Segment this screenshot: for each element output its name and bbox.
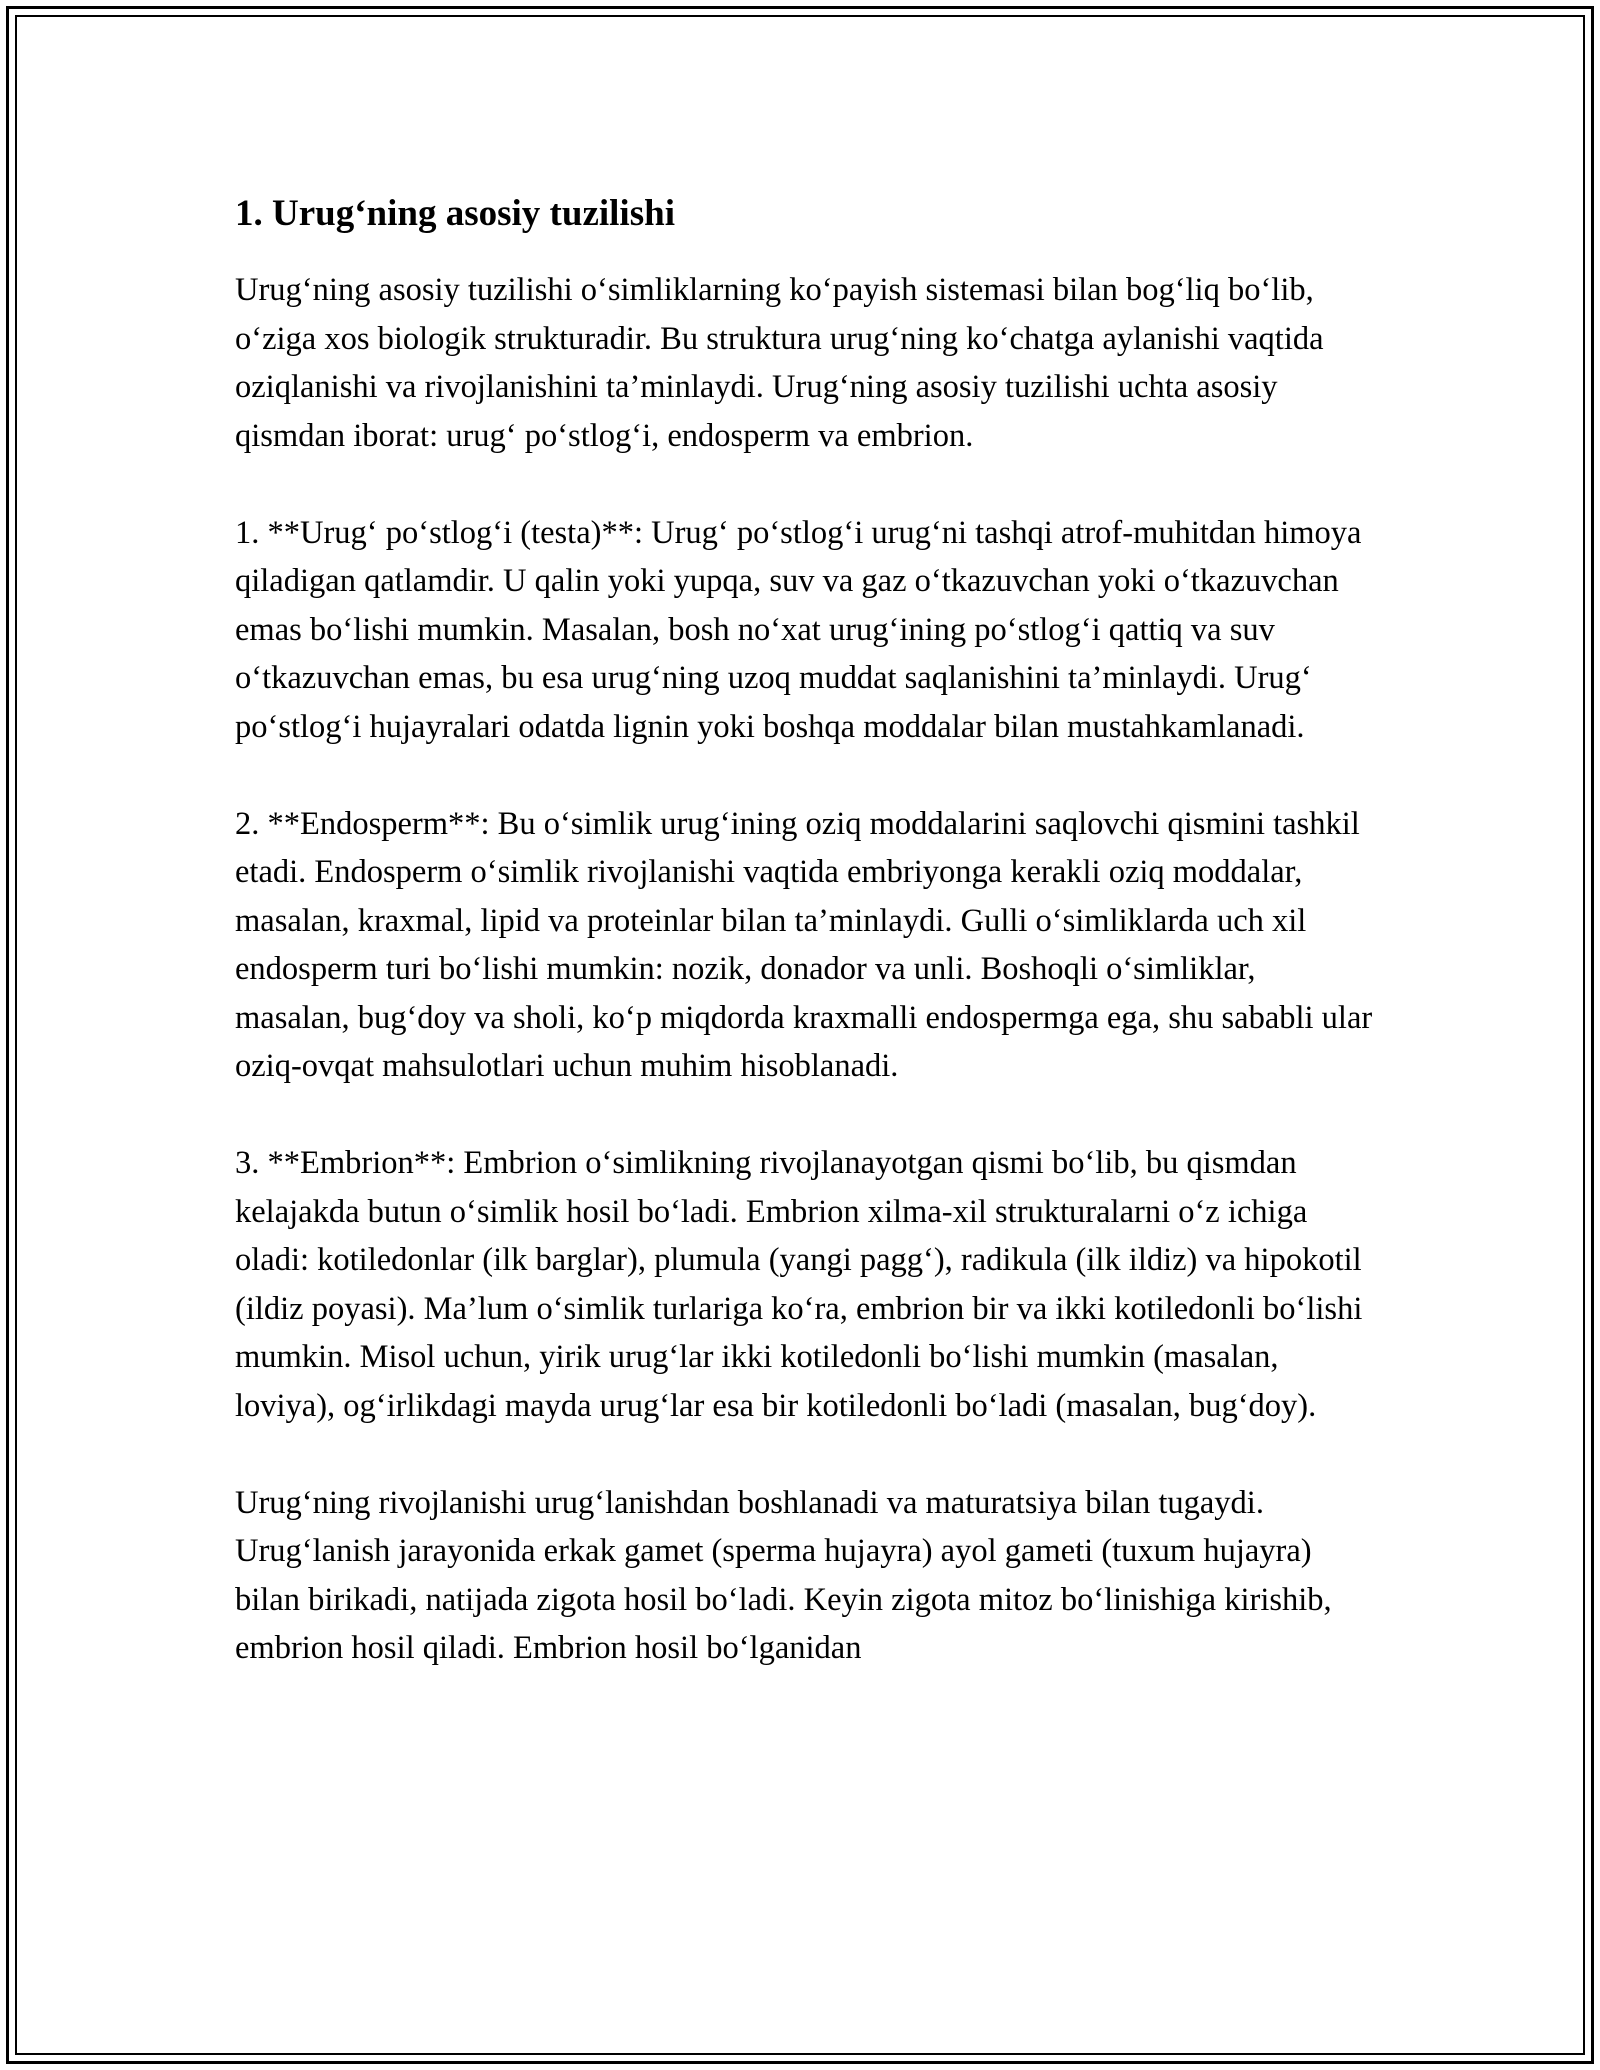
paragraph-intro: Urug‘ning asosiy tuzilishi o‘simliklarning ko‘payish sistemasi bilan bog‘liq bo‘lib, o‘ziga xos biologik strukturadir. Bu struktura urug‘ning ko‘chatga aylanishi vaqtida oziqlanishi va rivojlanishini ta’minlaydi. Urug‘ning asosiy tuzilishi uchta asosiy qismdan iborat: urug‘ po‘stlog‘i, endosperm va embrion.	[235, 272, 1324, 454]
paragraph-endosperm: 2. **Endosperm**: Bu o‘simlik urug‘ining oziq moddalarini saqlovchi qismini tashkil etadi. Endosperm o‘simlik rivojlanishi vaqtida embriyonga kerakli oziq moddalar, masalan, kraxmal, lipid va proteinlar bilan ta’minlaydi. Gulli o‘simliklarda uch xil endosperm turi bo‘lishi mumkin: nozik, donador va unli. Boshoqli o‘simliklar, masalan, bug‘doy va sholi, ko‘p miqdorda kraxmalli endospermga ega, shu sababli ular oziq-ovqat mahsulotlari uchun muhim hisoblanadi.	[235, 805, 1373, 1085]
paragraph-seed-coat: 1. **Urug‘ po‘stlog‘i (testa)**: Urug‘ po‘stlog‘i urug‘ni tashqi atrof-muhitdan himoya qiladigan qatlamdir. U qalin yoki yupqa, suv va gaz o‘tkazuvchan yoki o‘tkazuvchan emas bo‘lishi mumkin. Masalan, bosh no‘xat urug‘ining po‘stlog‘i qattiq va suv o‘tkazuvchan emas, bu esa urug‘ning uzoq muddat saqlanishini ta’minlaydi. Urug‘ po‘stlog‘i hujayralari odatda lignin yoki boshqa moddalar bilan mustahkamlanadi.	[235, 514, 1362, 745]
document-body	[235, 182, 1375, 1721]
paragraph-embryo: 3. **Embrion**: Embrion o‘simlikning rivojlanayotgan qismi bo‘lib, bu qismdan kelajakda butun o‘simlik hosil bo‘ladi. Embrion xilma-xil strukturalarni o‘z ichiga oladi: kotiledonlar (ilk barglar), plumula (yangi pagg‘), radikula (ilk ildiz) va hipokotil (ildiz poyasi). Ma’lum o‘simlik turlariga ko‘ra, embrion bir va ikki kotiledonli bo‘lishi mumkin. Misol uchun, yirik urug‘lar ikki kotiledonli bo‘lishi mumkin (masalan, loviya), og‘irlikdagi mayda urug‘lar esa bir kotiledonli bo‘ladi (masalan, bug‘doy).	[235, 1145, 1363, 1424]
paragraph-development: Urug‘ning rivojlanishi urug‘lanishdan boshlanadi va maturatsiya bilan tugaydi. Urug‘lanish jarayonida erkak gamet (sperma hujayra) ayol gameti (tuxum hujayra) bilan birikadi, natijada zigota hosil bo‘ladi. Keyin zigota mitoz bo‘linishiga kirishib, embrion hosil qiladi. Embrion hosil bo‘lganidan	[235, 1484, 1332, 1667]
section-heading: 1. Urug‘ning asosiy tuzilishi	[235, 193, 675, 234]
